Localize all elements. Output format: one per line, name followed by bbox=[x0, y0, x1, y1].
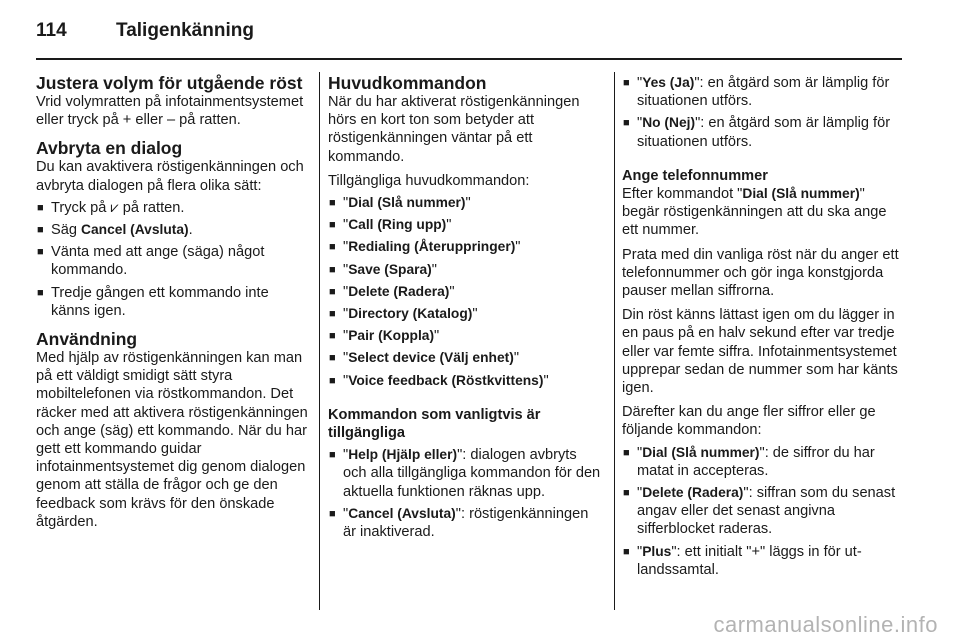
yes-no-list bbox=[622, 74, 902, 151]
bullet-icon: ■ bbox=[329, 219, 336, 232]
steering-wheel-button-icon: ⩗ bbox=[110, 199, 119, 216]
list-item: ■ "Delete (Radera)" bbox=[329, 283, 455, 300]
list-item: ■ Tryck på ⩗ på ratten. bbox=[37, 199, 185, 216]
header-rule bbox=[36, 58, 902, 60]
column-2 bbox=[328, 74, 604, 551]
list-item: ■ "Delete (Radera)": siffran som du senast angav eller det senast angivna sifferblocket raderas. bbox=[623, 485, 896, 538]
section-phone-number bbox=[622, 167, 902, 579]
bullet-icon: ■ bbox=[329, 308, 336, 321]
heading-cancel: Avbryta en dialog bbox=[36, 138, 183, 159]
section-usage bbox=[36, 330, 308, 531]
section-volume bbox=[36, 74, 308, 129]
bullet-icon: ■ bbox=[37, 246, 44, 259]
list-item: ■ "Directory (Katalog)" bbox=[329, 306, 478, 323]
text-more-digits: Därefter kan du ange fler siffror eller ge följande kommandon: bbox=[622, 404, 876, 439]
list-item: ■ "No (Nej)": en åtgärd som är lämplig för situationen utförs. bbox=[623, 115, 891, 150]
bullet-icon: ■ bbox=[329, 241, 336, 254]
phone-commands-list bbox=[622, 444, 902, 579]
list-item: ■ "Pair (Koppla)" bbox=[329, 328, 440, 345]
heading-phone-number: Ange telefonnummer bbox=[622, 167, 768, 184]
intro-main-commands: Tillgängliga huvudkommandon: bbox=[328, 172, 530, 189]
section-cancel bbox=[36, 139, 308, 320]
list-item: ■ "Yes (Ja)": en åtgärd som är lämplig för situationen utförs. bbox=[623, 75, 890, 110]
watermark: carmanualsonline.info bbox=[713, 612, 938, 637]
list-item: ■ "Call (Ring upp)" bbox=[329, 217, 452, 234]
heading-main-commands: Huvudkommandon bbox=[328, 73, 487, 93]
text-cancel: Du kan avaktivera röstigenkänningen och avbryta dialogen på flera olika sätt: bbox=[36, 159, 304, 194]
bullet-icon: ■ bbox=[37, 201, 44, 214]
column-divider-1 bbox=[319, 72, 320, 610]
list-item: ■ "Select device (Välj enhet)" bbox=[329, 350, 520, 367]
page-header bbox=[36, 18, 922, 58]
bullet-icon: ■ bbox=[329, 263, 336, 276]
list-item: ■ Säg Cancel (Avsluta). bbox=[37, 222, 193, 239]
common-commands-list bbox=[328, 446, 604, 541]
bullet-icon: ■ bbox=[329, 285, 336, 298]
list-item: ■ "Dial (Slå nummer)": de siffror du har matat in accepteras. bbox=[623, 444, 875, 479]
bullet-icon: ■ bbox=[37, 286, 44, 299]
list-item: ■ "Plus": ett initialt "+" läggs in för utlandssamtal. bbox=[623, 543, 862, 578]
heading-common-commands: Kommandon som vanligtvis är tillgängliga bbox=[328, 406, 541, 442]
section-common-commands bbox=[328, 406, 604, 541]
list-item: ■ "Dial (Slå nummer)" bbox=[329, 195, 471, 212]
list-item: ■ "Redialing (Återuppringer)" bbox=[329, 239, 521, 256]
text-phone-number: Efter kommandot "Dial (Slå nummer)" begär röstigenkänningen att du ska ange ett nummer. bbox=[622, 186, 887, 239]
section-main-commands bbox=[328, 74, 604, 390]
bullet-icon: ■ bbox=[329, 374, 336, 387]
bullet-icon: ■ bbox=[329, 507, 336, 520]
list-item: ■ "Voice feedback (Röstkvittens)" bbox=[329, 372, 549, 389]
heading-usage: Användning bbox=[36, 329, 138, 350]
text-volume: Vrid volymratten på infotainmentsystemet eller tryck på + eller – på ratten. bbox=[36, 94, 304, 129]
chapter-title: Taligenkänning bbox=[116, 20, 254, 41]
bullet-icon: ■ bbox=[623, 117, 630, 130]
column-divider-2 bbox=[614, 72, 615, 610]
column-3 bbox=[622, 74, 902, 579]
bullet-icon: ■ bbox=[623, 77, 630, 89]
list-item: ■ "Help (Hjälp eller)": dialogen avbryts och alla tillgängliga kommandon för den aktuella funktionen räknas upp. bbox=[329, 447, 601, 500]
text-pause-hint: Din röst känns lättast igen om du lägger in en paus på en halv sekund efter var tredje eller var femte siffra. Infotainmentsystemet upprepar sedan de nummer som har känts igen. bbox=[622, 307, 898, 397]
column-1 bbox=[36, 74, 308, 541]
bullet-icon: ■ bbox=[329, 197, 336, 210]
bullet-icon: ■ bbox=[37, 224, 44, 237]
bullet-icon: ■ bbox=[623, 487, 630, 500]
list-item: ■ Vänta med att ange (säga) något kommando. bbox=[37, 244, 265, 279]
list-item: ■ Tredje gången ett kommando inte känns igen. bbox=[37, 284, 269, 319]
bullet-icon: ■ bbox=[623, 545, 630, 558]
text-main-commands: När du har aktiverat röstigenkänningen hörs en kort ton som betyder att röstigenkänningen väntar på ett kommando. bbox=[328, 94, 580, 165]
bullet-icon: ■ bbox=[329, 330, 336, 343]
page-number: 114 bbox=[36, 20, 67, 41]
bullet-icon: ■ bbox=[623, 446, 630, 459]
list-item: ■ "Save (Spara)" bbox=[329, 261, 437, 278]
cancel-list bbox=[36, 199, 308, 320]
heading-volume: Justera volym för utgående röst bbox=[36, 73, 303, 93]
bullet-icon: ■ bbox=[329, 352, 336, 365]
bullet-icon: ■ bbox=[329, 449, 336, 462]
list-item: ■ "Cancel (Avsluta)": röstigenkänningen är inaktiverad. bbox=[329, 505, 589, 541]
text-usage: Med hjälp av röstigenkänningen kan man på ett väldigt smidigt sätt styra mobiltelefonen via röstkommandon. Det räcker med att aktivera röstigenkänningen och ange (säg) ett kommando. När du har gett ett kommando guidar infotainmentsystemet dig genom dialogen genom att ställa de frågor och ge den feedback som krävs för den önskade åtgärden. bbox=[36, 350, 308, 530]
text-speak-normally: Prata med din vanliga röst när du anger ett telefonnummer och gör inga konstgjorda pauser mellan siffrorna. bbox=[622, 246, 899, 300]
main-commands-list bbox=[328, 194, 604, 390]
